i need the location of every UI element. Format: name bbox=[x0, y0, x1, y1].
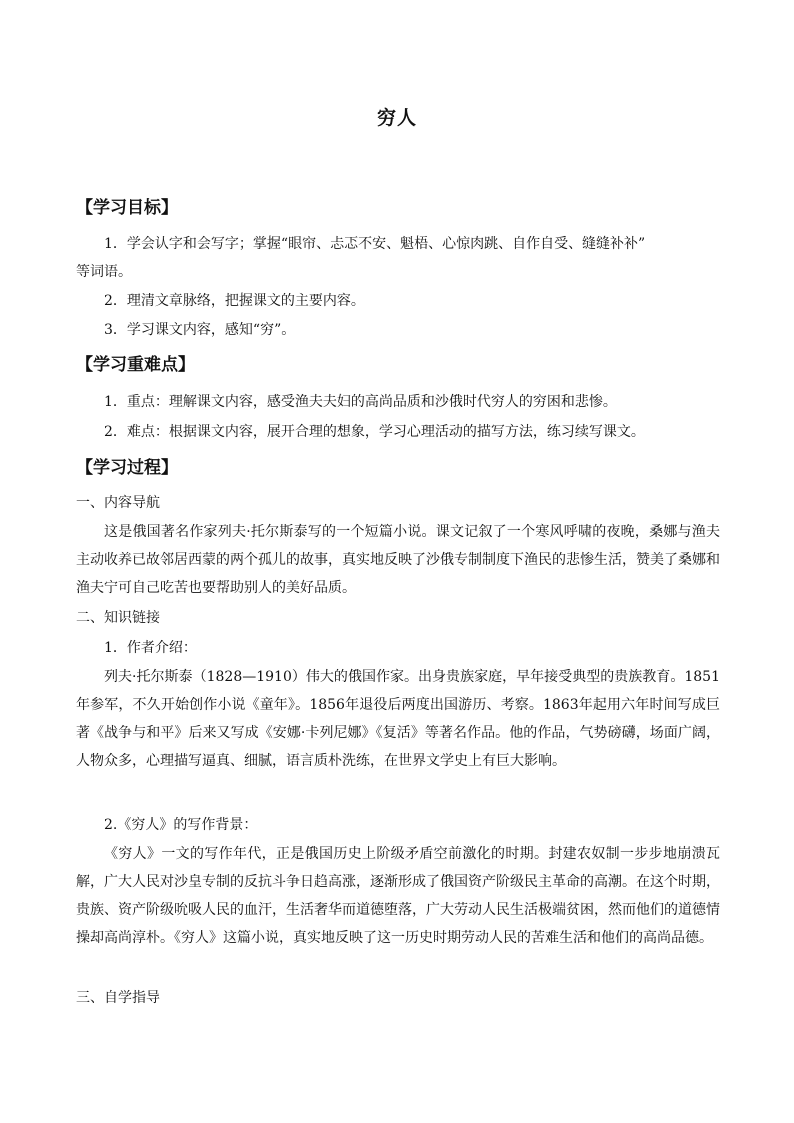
key-points-heading: 【学习重难点】 bbox=[76, 355, 195, 375]
key-point-item-2: 2．难点：根据课文内容，展开合理的想象，学习心理活动的描写方法，练习续写课文。 bbox=[104, 424, 645, 440]
goal-item-2: 2．理清文章脉络，把握课文的主要内容。 bbox=[104, 293, 365, 309]
section-title-content-guide: 一、内容导航 bbox=[76, 495, 160, 511]
learning-process-heading: 【学习过程】 bbox=[76, 458, 178, 478]
section-title-knowledge-link: 二、知识链接 bbox=[76, 610, 160, 626]
background-paragraph: 《穷人》一文的写作年代，正是俄国历史上阶级矛盾空前激化的时期。封建农奴制一步步地崩溃瓦解，广大人民对沙皇专制的反抗斗争日趋高涨，逐渐形成了俄国资产阶级民主革命的高潮。在这个时期，贵族、资产阶级吮吸人民的血汗，生活奢华而道德堕落，广大劳动人民生活极端贫困，然而他们的道德情操却高尚淳朴。《穷人》这篇小说，真实地反映了这一历史时期劳动人民的苦难生活和他们的高尚品德。 bbox=[76, 846, 720, 946]
author-intro-label: 1．作者介绍： bbox=[104, 640, 197, 656]
goal-item-1-continued: 等词语。 bbox=[76, 264, 132, 280]
goal-item-1: 1．学会认字和会写字；掌握“眼帘、忐忑不安、魁梧、心惊肉跳、自作自受、缝缝补补” bbox=[104, 236, 646, 252]
learning-goals-heading: 【学习目标】 bbox=[76, 198, 178, 218]
page-title: 穷人 bbox=[376, 107, 417, 129]
content-guide-paragraph: 这是俄国著名作家列夫·托尔斯泰写的一个短篇小说。课文记叙了一个寒风呼啸的夜晚，桑娜与渔夫主动收养已故邻居西蒙的两个孤儿的故事，真实地反映了沙俄专制制度下渔民的悲惨生活，赞美了桑娜和渔夫宁可自己吃苦也要帮助别人的美好品质。 bbox=[76, 524, 720, 596]
background-label: 2.《穷人》的写作背景： bbox=[104, 817, 258, 833]
section-title-self-study: 三、自学指导 bbox=[76, 990, 160, 1006]
goal-item-3: 3．学习课文内容，感知“穷”。 bbox=[104, 322, 296, 338]
key-point-item-1: 1．重点：理解课文内容，感受渔夫夫妇的高尚品质和沙俄时代穷人的穷困和悲惨。 bbox=[104, 394, 617, 410]
author-intro-paragraph: 列夫·托尔斯泰（1828—1910）伟大的俄国作家。出身贵族家庭，早年接受典型的贵族教育。1851年参军，不久开始创作小说《童年》。1856年退役后两度出国游历、考察。1863年起用六年时间写成巨著《战争与和平》后来又写成《安娜·卡列尼娜》《复活》等著名作品。他的作品，气势磅礴，场面广阔，人物众多，心理描写逼真、细腻，语言质朴洗练，在世界文学史上有巨大影响。 bbox=[76, 669, 720, 769]
